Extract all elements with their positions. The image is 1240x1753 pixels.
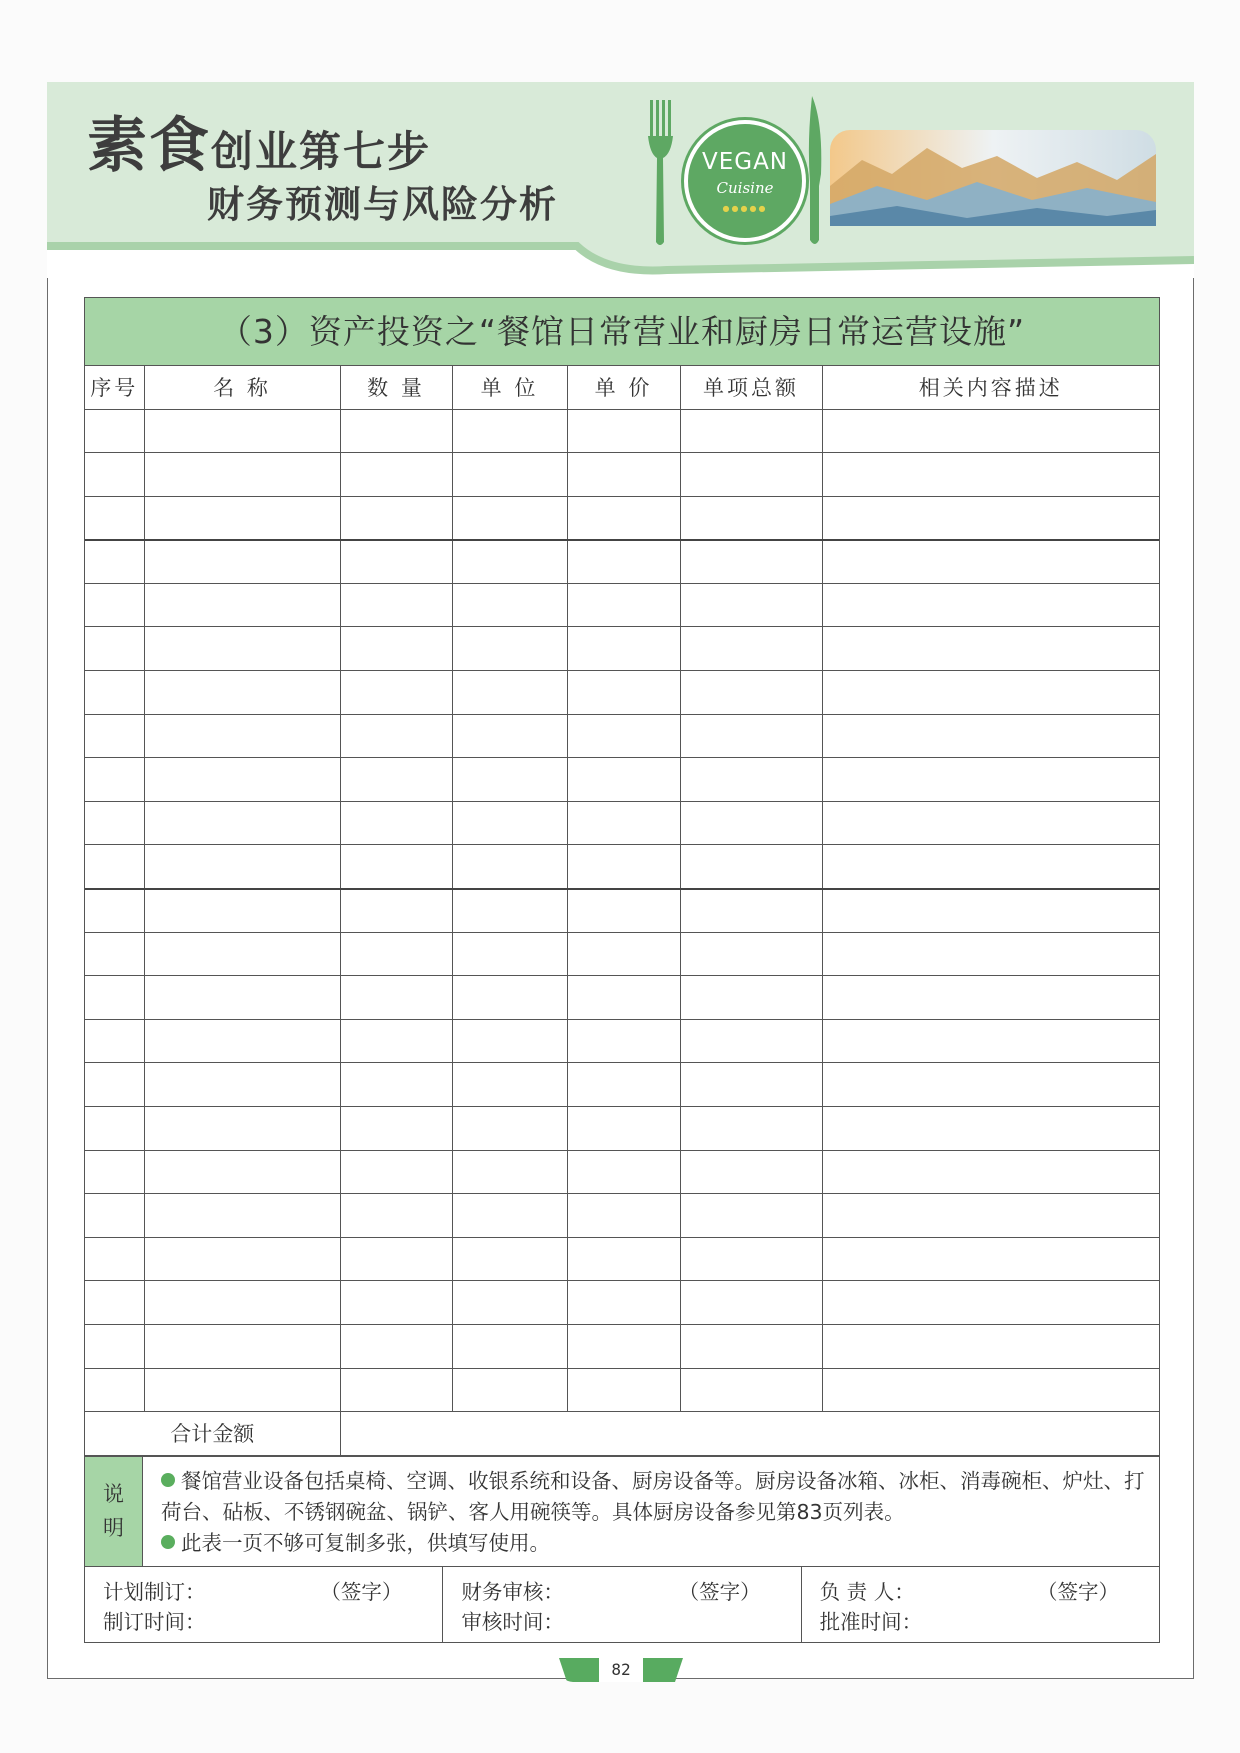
- table-row: [85, 1107, 1159, 1151]
- cell-item-total[interactable]: [680, 932, 822, 976]
- cell-name[interactable]: [144, 1281, 340, 1325]
- cell-description[interactable]: [822, 453, 1159, 497]
- cell-unit-price[interactable]: [567, 889, 680, 933]
- cell-index[interactable]: [85, 1107, 144, 1151]
- cell-description[interactable]: [822, 1324, 1159, 1368]
- cell-unit-price[interactable]: [567, 1019, 680, 1063]
- signature-plan[interactable]: [85, 1567, 442, 1642]
- title-rest-text: 创业第七步: [211, 127, 432, 176]
- table-row: [85, 932, 1159, 976]
- cell-name[interactable]: [144, 1019, 340, 1063]
- cell-unit[interactable]: [452, 1368, 567, 1412]
- cell-index[interactable]: [85, 758, 144, 802]
- cell-description[interactable]: [822, 1150, 1159, 1194]
- cell-item-total[interactable]: [680, 1237, 822, 1281]
- signature-suffix: （签字）: [678, 1579, 761, 1604]
- cell-unit-price[interactable]: [567, 583, 680, 627]
- cell-quantity[interactable]: [340, 453, 452, 497]
- cell-index[interactable]: [85, 714, 144, 758]
- cell-description[interactable]: [822, 1237, 1159, 1281]
- cell-index[interactable]: [85, 845, 144, 889]
- signature-label: 计划制订：: [103, 1579, 206, 1604]
- table-row: [85, 1150, 1159, 1194]
- table-row: [85, 1019, 1159, 1063]
- notes-section: [85, 1456, 1159, 1566]
- column-header-name: 名 称: [144, 366, 340, 409]
- cell-unit-price[interactable]: [567, 540, 680, 584]
- cell-quantity[interactable]: [340, 932, 452, 976]
- cell-unit[interactable]: [452, 1063, 567, 1107]
- signature-label: 财务审核：: [461, 1579, 564, 1604]
- table-row: [85, 714, 1159, 758]
- cell-unit-price[interactable]: [567, 1368, 680, 1412]
- notes-label-char: 说: [103, 1482, 124, 1507]
- note-text: 此表一页不够可复制多张，供填写使用。: [181, 1530, 550, 1555]
- signature-audit[interactable]: [442, 1567, 800, 1642]
- cell-name[interactable]: [144, 627, 340, 671]
- cell-unit[interactable]: [452, 758, 567, 802]
- table-row: [85, 889, 1159, 933]
- signature-suffix: （签字）: [1036, 1579, 1119, 1604]
- cell-name[interactable]: [144, 1107, 340, 1151]
- cell-description[interactable]: [822, 758, 1159, 802]
- cell-quantity[interactable]: [340, 1368, 452, 1412]
- cell-description[interactable]: [822, 889, 1159, 933]
- cell-unit[interactable]: [452, 1019, 567, 1063]
- table-row: [85, 758, 1159, 802]
- total-row: [85, 1412, 1159, 1456]
- cell-description[interactable]: [822, 1194, 1159, 1238]
- cell-item-total[interactable]: [680, 409, 822, 453]
- cell-index[interactable]: [85, 1063, 144, 1107]
- cell-index[interactable]: [85, 1368, 144, 1412]
- column-header-index: 序号: [85, 366, 144, 409]
- cell-name[interactable]: [144, 758, 340, 802]
- signature-time-label: 批准时间：: [819, 1609, 923, 1634]
- cell-description[interactable]: [822, 932, 1159, 976]
- cell-quantity[interactable]: [340, 889, 452, 933]
- cell-index[interactable]: [85, 583, 144, 627]
- cell-name[interactable]: [144, 540, 340, 584]
- cell-description[interactable]: [822, 976, 1159, 1020]
- cell-unit[interactable]: [452, 496, 567, 540]
- cell-unit-price[interactable]: [567, 932, 680, 976]
- signature-time-label: 审核时间：: [461, 1609, 564, 1634]
- cell-quantity[interactable]: [340, 409, 452, 453]
- column-header-unit: 单 位: [452, 366, 567, 409]
- page-subtitle: 财务预测与风险分析: [207, 183, 558, 226]
- cell-unit[interactable]: [452, 583, 567, 627]
- cell-name[interactable]: [144, 453, 340, 497]
- cell-item-total[interactable]: [680, 1194, 822, 1238]
- cell-unit[interactable]: [452, 889, 567, 933]
- cell-index[interactable]: [85, 1150, 144, 1194]
- cell-name[interactable]: [144, 889, 340, 933]
- cell-description[interactable]: [822, 1107, 1159, 1151]
- cell-description[interactable]: [822, 583, 1159, 627]
- cell-unit-price[interactable]: [567, 409, 680, 453]
- mountain-landscape-image: [830, 130, 1156, 226]
- cell-description[interactable]: [822, 801, 1159, 845]
- table-row: [85, 1368, 1159, 1412]
- cell-item-total[interactable]: [680, 845, 822, 889]
- footer-tab-right: [643, 1658, 683, 1682]
- cell-quantity[interactable]: [340, 1194, 452, 1238]
- cell-index[interactable]: [85, 932, 144, 976]
- cell-item-total[interactable]: [680, 1019, 822, 1063]
- cell-unit[interactable]: [452, 845, 567, 889]
- cell-index[interactable]: [85, 1019, 144, 1063]
- note-text: 餐馆营业设备包括桌椅、空调、收银系统和设备、厨房设备等。厨房设备冰箱、冰柜、消毒碗柜、炉灶、打荷台、砧板、不锈钢碗盆、锅铲、客人用碗筷等。具体厨房设备参见第83页列表。: [161, 1468, 1145, 1524]
- cell-description[interactable]: [822, 1368, 1159, 1412]
- cell-unit-price[interactable]: [567, 1150, 680, 1194]
- cell-unit-price[interactable]: [567, 758, 680, 802]
- cell-item-total[interactable]: [680, 758, 822, 802]
- cell-name[interactable]: [144, 1324, 340, 1368]
- cell-unit-price[interactable]: [567, 627, 680, 671]
- column-header-unit-price: 单 价: [567, 366, 680, 409]
- cell-description[interactable]: [822, 714, 1159, 758]
- notes-label: [85, 1457, 143, 1566]
- cell-item-total[interactable]: [680, 1281, 822, 1325]
- signature-time-label: 制订时间：: [103, 1609, 206, 1634]
- table-row: [85, 583, 1159, 627]
- cell-index[interactable]: [85, 409, 144, 453]
- cell-unit-price[interactable]: [567, 496, 680, 540]
- cell-quantity[interactable]: [340, 1324, 452, 1368]
- asset-investment-form: [84, 297, 1160, 1643]
- notes-label-char: 明: [103, 1516, 124, 1541]
- cell-index[interactable]: [85, 1237, 144, 1281]
- vegan-cuisine-logo: [684, 120, 806, 242]
- cell-item-total[interactable]: [680, 1150, 822, 1194]
- page-number: 82: [599, 1658, 643, 1682]
- table-row: [85, 409, 1159, 453]
- cell-item-total[interactable]: [680, 714, 822, 758]
- cell-unit[interactable]: [452, 453, 567, 497]
- cell-quantity[interactable]: [340, 714, 452, 758]
- cell-unit-price[interactable]: [567, 453, 680, 497]
- cell-description[interactable]: [822, 1281, 1159, 1325]
- column-header-description: 相关内容描述: [822, 366, 1159, 409]
- form-title: （3）资产投资之“餐馆日常营业和厨房日常运营设施”: [85, 298, 1159, 366]
- cell-item-total[interactable]: [680, 453, 822, 497]
- footer-tab-left: [559, 1658, 599, 1682]
- cell-quantity[interactable]: [340, 627, 452, 671]
- cell-unit[interactable]: [452, 714, 567, 758]
- cell-index[interactable]: [85, 1281, 144, 1325]
- cell-quantity[interactable]: [340, 758, 452, 802]
- table-body: [85, 409, 1159, 1412]
- table-row: [85, 453, 1159, 497]
- cell-quantity[interactable]: [340, 1237, 452, 1281]
- cell-description[interactable]: [822, 540, 1159, 584]
- cell-index[interactable]: [85, 976, 144, 1020]
- logo-vegan-text: VEGAN: [701, 149, 789, 175]
- cell-unit[interactable]: [452, 1324, 567, 1368]
- asset-table: [85, 366, 1159, 1456]
- cell-unit-price[interactable]: [567, 845, 680, 889]
- cell-item-total[interactable]: [680, 671, 822, 715]
- cell-index[interactable]: [85, 496, 144, 540]
- cell-description[interactable]: [822, 1019, 1159, 1063]
- cell-unit-price[interactable]: [567, 1194, 680, 1238]
- title-big-text: 素食: [87, 111, 211, 181]
- cell-unit[interactable]: [452, 540, 567, 584]
- cell-index[interactable]: [85, 1324, 144, 1368]
- cell-name[interactable]: [144, 714, 340, 758]
- cell-item-total[interactable]: [680, 540, 822, 584]
- cell-quantity[interactable]: [340, 583, 452, 627]
- cell-description[interactable]: [822, 409, 1159, 453]
- cell-item-total[interactable]: [680, 1107, 822, 1151]
- cell-description[interactable]: [822, 1063, 1159, 1107]
- table-row: [85, 671, 1159, 715]
- cell-quantity[interactable]: [340, 1019, 452, 1063]
- cell-name[interactable]: [144, 1063, 340, 1107]
- table-row: [85, 1324, 1159, 1368]
- cell-unit[interactable]: [452, 801, 567, 845]
- cell-unit[interactable]: [452, 1150, 567, 1194]
- cell-name[interactable]: [144, 409, 340, 453]
- table-row: [85, 1194, 1159, 1238]
- cell-unit[interactable]: [452, 976, 567, 1020]
- cell-unit-price[interactable]: [567, 801, 680, 845]
- cell-unit[interactable]: [452, 932, 567, 976]
- cell-item-total[interactable]: [680, 496, 822, 540]
- cell-name[interactable]: [144, 976, 340, 1020]
- cell-quantity[interactable]: [340, 801, 452, 845]
- cell-item-total[interactable]: [680, 627, 822, 671]
- note-item: [161, 1466, 1149, 1528]
- table-row: [85, 1237, 1159, 1281]
- cell-index[interactable]: [85, 1194, 144, 1238]
- table-row: [85, 801, 1159, 845]
- table-row: [85, 1281, 1159, 1325]
- cell-item-total[interactable]: [680, 801, 822, 845]
- bullet-dot-icon: [161, 1473, 175, 1487]
- page-number-footer: [559, 1658, 683, 1682]
- cell-item-total[interactable]: [680, 1368, 822, 1412]
- cell-quantity[interactable]: [340, 496, 452, 540]
- notes-body: [143, 1457, 1159, 1566]
- cell-item-total[interactable]: [680, 583, 822, 627]
- cell-name[interactable]: [144, 1368, 340, 1412]
- note-item: [161, 1528, 1149, 1559]
- logo-dots-icon: ●●●●●: [722, 204, 768, 213]
- column-header-quantity: 数 量: [340, 366, 452, 409]
- table-row: [85, 976, 1159, 1020]
- cell-name[interactable]: [144, 845, 340, 889]
- cell-unit-price[interactable]: [567, 1107, 680, 1151]
- cell-quantity[interactable]: [340, 1063, 452, 1107]
- cell-unit[interactable]: [452, 627, 567, 671]
- page-title: [87, 98, 431, 184]
- cell-unit-price[interactable]: [567, 1237, 680, 1281]
- cell-quantity[interactable]: [340, 976, 452, 1020]
- total-label: 合计金额: [85, 1412, 340, 1456]
- cell-unit-price[interactable]: [567, 1281, 680, 1325]
- column-header-item-total: 单项总额: [680, 366, 822, 409]
- cell-description[interactable]: [822, 845, 1159, 889]
- cell-unit[interactable]: [452, 1107, 567, 1151]
- cell-index[interactable]: [85, 540, 144, 584]
- cell-index[interactable]: [85, 671, 144, 715]
- table-header-row: [85, 366, 1159, 409]
- cell-quantity[interactable]: [340, 1150, 452, 1194]
- table-row: [85, 540, 1159, 584]
- cell-description[interactable]: [822, 496, 1159, 540]
- cell-unit-price[interactable]: [567, 671, 680, 715]
- cell-unit-price[interactable]: [567, 714, 680, 758]
- cell-unit[interactable]: [452, 1194, 567, 1238]
- cell-unit[interactable]: [452, 1237, 567, 1281]
- cell-index[interactable]: [85, 627, 144, 671]
- cell-item-total[interactable]: [680, 976, 822, 1020]
- cell-description[interactable]: [822, 671, 1159, 715]
- table-row: [85, 627, 1159, 671]
- total-amount-cell[interactable]: [340, 1412, 1159, 1456]
- cell-name[interactable]: [144, 496, 340, 540]
- cell-name[interactable]: [144, 671, 340, 715]
- cell-name[interactable]: [144, 1150, 340, 1194]
- signature-suffix: （签字）: [320, 1579, 403, 1604]
- cell-unit[interactable]: [452, 1281, 567, 1325]
- table-row: [85, 496, 1159, 540]
- signature-approve[interactable]: [801, 1567, 1159, 1642]
- cell-unit[interactable]: [452, 671, 567, 715]
- cell-name[interactable]: [144, 1194, 340, 1238]
- cell-index[interactable]: [85, 453, 144, 497]
- cell-quantity[interactable]: [340, 540, 452, 584]
- table-row: [85, 1063, 1159, 1107]
- cell-name[interactable]: [144, 1237, 340, 1281]
- cell-quantity[interactable]: [340, 1281, 452, 1325]
- table-row: [85, 845, 1159, 889]
- cell-index[interactable]: [85, 801, 144, 845]
- signature-label: 负 责 人：: [819, 1579, 915, 1604]
- cell-name[interactable]: [144, 583, 340, 627]
- cell-item-total[interactable]: [680, 889, 822, 933]
- cell-unit-price[interactable]: [567, 976, 680, 1020]
- cell-index[interactable]: [85, 889, 144, 933]
- cell-name[interactable]: [144, 801, 340, 845]
- cell-quantity[interactable]: [340, 845, 452, 889]
- page-header: [47, 82, 1194, 278]
- cell-unit[interactable]: [452, 409, 567, 453]
- cell-unit-price[interactable]: [567, 1063, 680, 1107]
- cell-unit-price[interactable]: [567, 1324, 680, 1368]
- cell-item-total[interactable]: [680, 1063, 822, 1107]
- logo-cuisine-text: Cuisine: [716, 179, 774, 197]
- bullet-dot-icon: [161, 1535, 175, 1549]
- cell-description[interactable]: [822, 627, 1159, 671]
- signature-section: [85, 1566, 1159, 1642]
- cell-quantity[interactable]: [340, 1107, 452, 1151]
- cell-item-total[interactable]: [680, 1324, 822, 1368]
- cell-quantity[interactable]: [340, 671, 452, 715]
- cell-name[interactable]: [144, 932, 340, 976]
